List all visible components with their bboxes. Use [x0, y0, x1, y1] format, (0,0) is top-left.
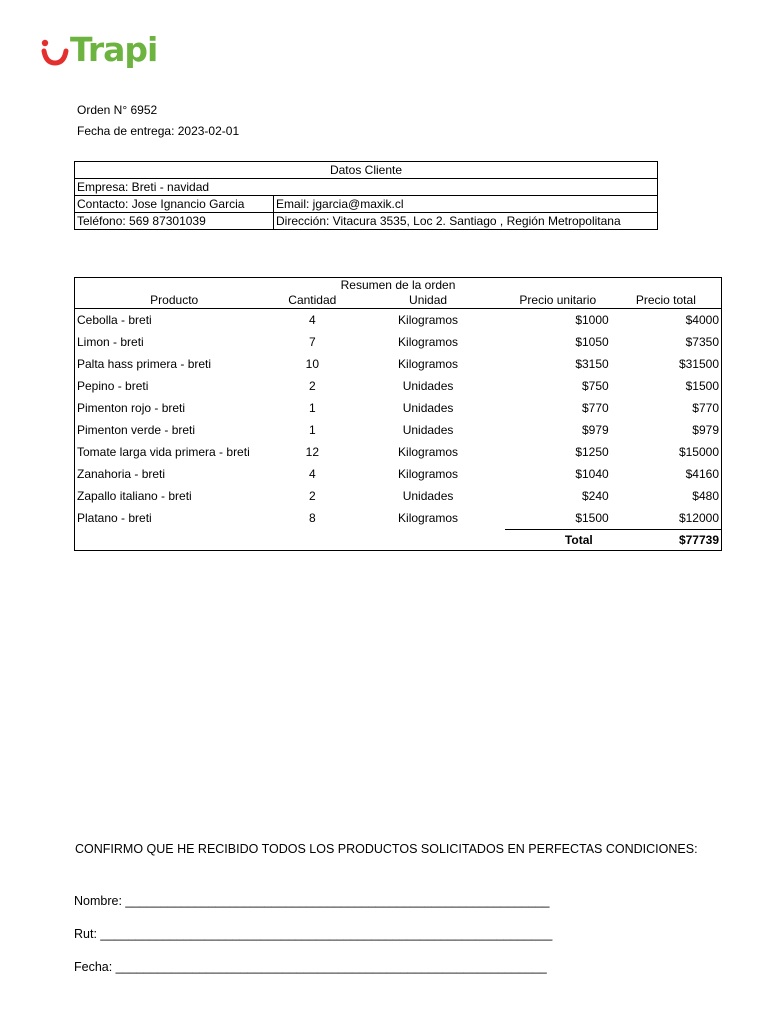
cell-unit-price: $1250: [575, 445, 609, 459]
table-row: [75, 375, 722, 397]
brand-logo: [40, 30, 160, 70]
delivery-date: Fecha de entrega: 2023-02-01: [77, 124, 240, 138]
cell-product: Platano - breti: [77, 511, 152, 526]
order-summary-title: Resumen de la orden: [340, 278, 456, 292]
client-data-table: [74, 161, 658, 230]
cell-unit: Kilogramos: [398, 467, 459, 481]
cell-unit: Unidades: [402, 423, 454, 437]
brand-name: Trapi: [70, 30, 158, 69]
cell-total-price: $480: [692, 489, 719, 503]
cell-quantity: 12: [305, 445, 319, 459]
cell-quantity: 10: [305, 357, 319, 371]
cell-total-price: $1500: [685, 379, 719, 393]
cell-quantity: 4: [308, 467, 316, 481]
cell-unit-price: $750: [582, 379, 609, 393]
column-header: Cantidad: [273, 292, 351, 309]
cell-unit-price: $1040: [575, 467, 609, 481]
cell-product: Zapallo italiano - breti: [77, 489, 192, 503]
cell-unit: Kilogramos: [398, 313, 459, 327]
column-header: Precio total: [611, 292, 722, 309]
cell-unit-price: $1000: [575, 313, 609, 327]
cell-total-price: $4000: [685, 313, 719, 327]
cell-quantity: 2: [308, 489, 316, 503]
cell-quantity: 1: [308, 401, 316, 415]
order-number: Orden N° 6952: [77, 103, 158, 117]
total-row: [75, 530, 722, 551]
cell-product: Pepino - breti: [77, 379, 149, 393]
cell-unit: Kilogramos: [398, 335, 459, 349]
confirmation-text: CONFIRMO QUE HE RECIBIDO TODOS LOS PRODUCTOS SOLICITADOS EN PERFECTAS CONDICIONES:: [75, 842, 698, 856]
cell-total-price: $15000: [678, 445, 719, 459]
cell-product: Zanahoria - breti: [77, 467, 166, 481]
table-row: [75, 507, 722, 530]
cell-unit-price: $240: [582, 489, 609, 503]
cell-total-price: $4160: [685, 467, 719, 481]
cell-total-price: $7350: [685, 335, 719, 349]
cell-quantity: 4: [308, 313, 316, 327]
cell-unit: Unidades: [402, 379, 454, 393]
cell-product: Cebolla - breti: [77, 313, 152, 327]
table-row: [75, 309, 722, 332]
table-row: [75, 397, 722, 419]
cell-quantity: 2: [308, 379, 316, 393]
cell-total-price: $979: [692, 423, 719, 437]
table-row: [75, 485, 722, 507]
client-data-title: Datos Cliente: [75, 162, 658, 179]
cell-unit-price: $1050: [575, 335, 609, 349]
table-header-row: [75, 292, 722, 309]
column-header: Unidad: [351, 292, 505, 309]
client-address: Dirección: Vitacura 3535, Loc 2. Santiago , Región Metropolitana: [274, 213, 658, 230]
cell-unit-price: $3150: [575, 357, 609, 371]
cell-total-price: $12000: [678, 511, 719, 525]
date-signature-line: Fecha: ______________________________________________________________: [74, 960, 547, 974]
client-phone: Teléfono: 569 87301039: [75, 213, 274, 230]
order-summary-table: [74, 277, 722, 551]
total-value: $77739: [611, 530, 722, 551]
client-email: Email: jgarcia@maxik.cl: [274, 196, 658, 213]
name-signature-line: Nombre: _____________________________________________________________: [74, 894, 550, 908]
client-contact: Contacto: Jose Ignancio Garcia: [75, 196, 274, 213]
cell-unit-price: $1500: [575, 511, 609, 525]
cell-unit-price: $979: [582, 423, 609, 437]
table-row: [75, 419, 722, 441]
table-row: [75, 463, 722, 485]
cell-unit: Kilogramos: [398, 357, 459, 371]
cell-total-price: $770: [692, 401, 719, 415]
table-row: [75, 331, 722, 353]
cell-unit-price: $770: [582, 401, 609, 415]
cell-unit: Unidades: [402, 489, 454, 503]
rut-signature-line: Rut: _________________________________________________________________: [74, 927, 553, 941]
cell-product: Tomate larga vida primera - breti: [77, 445, 250, 459]
client-company: Empresa: Breti - navidad: [75, 179, 658, 196]
cell-unit: Kilogramos: [398, 511, 459, 526]
cell-unit: Unidades: [402, 401, 454, 415]
column-header: Precio unitario: [505, 292, 611, 309]
cell-product: Limon - breti: [77, 335, 144, 349]
cell-total-price: $31500: [678, 357, 719, 371]
total-label: Total: [505, 530, 611, 551]
cell-product: Pimenton rojo - breti: [77, 401, 186, 415]
smile-icon: [40, 36, 70, 68]
cell-quantity: 1: [308, 423, 316, 437]
cell-quantity: 8: [308, 511, 316, 526]
cell-quantity: 7: [308, 335, 316, 349]
cell-product: Palta hass primera - breti: [77, 357, 212, 371]
table-row: [75, 441, 722, 463]
cell-unit: Kilogramos: [398, 445, 459, 459]
column-header: Producto: [75, 292, 274, 309]
table-row: [75, 353, 722, 375]
cell-product: Pimenton verde - breti: [77, 423, 196, 437]
